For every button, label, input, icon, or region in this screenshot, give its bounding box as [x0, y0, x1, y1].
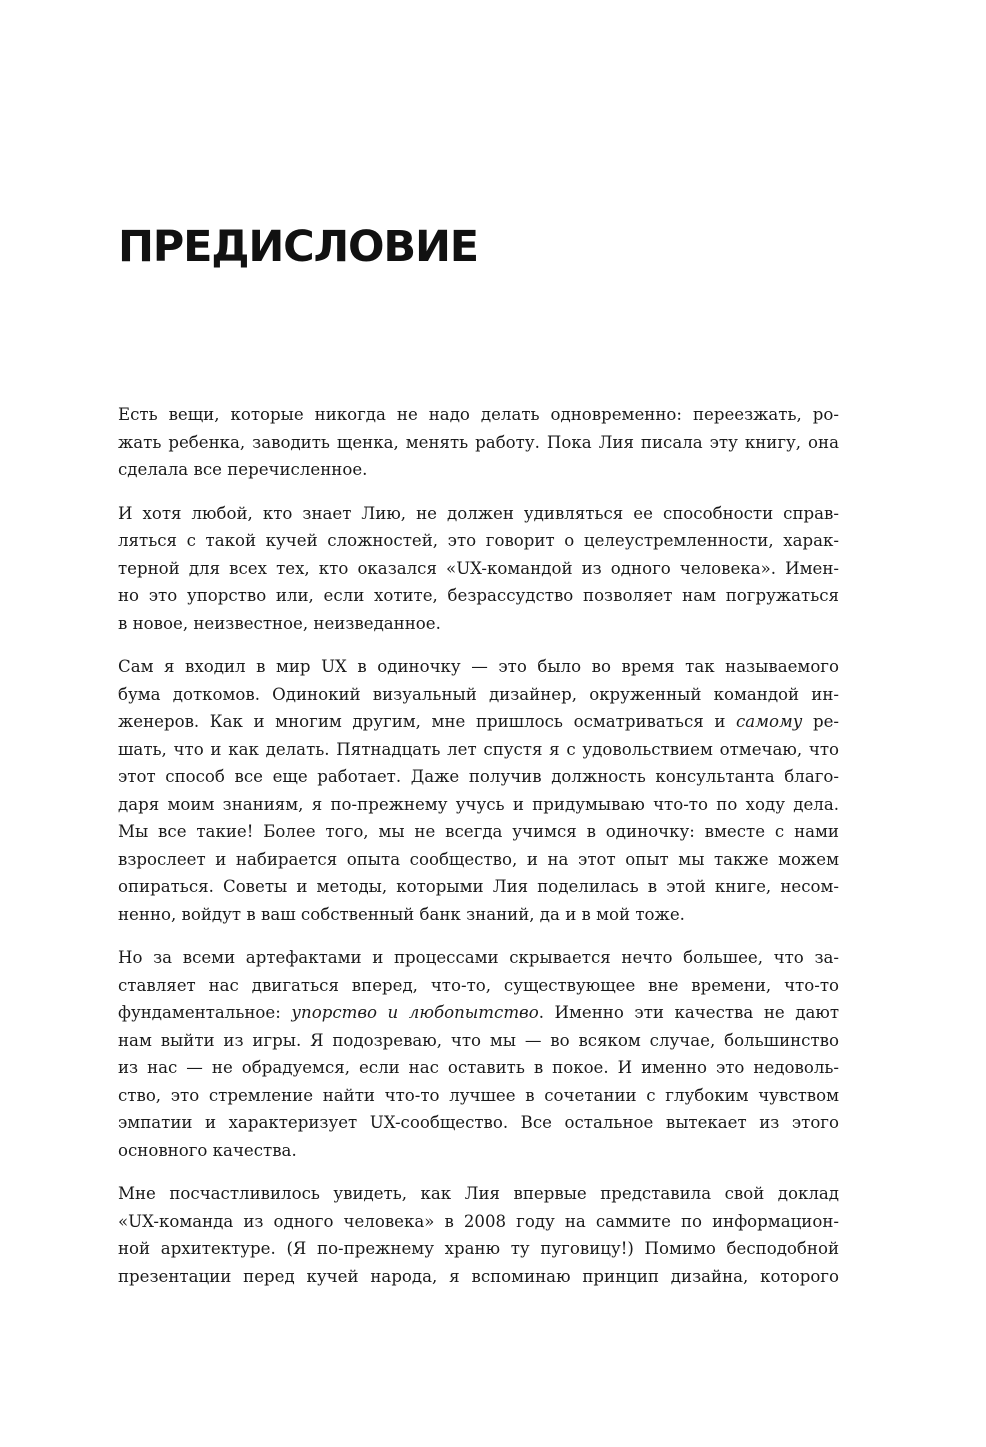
text-line [118, 1137, 839, 1165]
text-segment: Но за всеми артефактами и процессами скрывается нечто большее, что за- [118, 948, 839, 967]
text-line [118, 972, 839, 1000]
text-segment: Мы все такие! Более того, мы не всегда учимся в одиночку: вместе с нами [118, 822, 839, 841]
text-segment: Сам я входил в мир UX в одиночку — это было во время так называемого [118, 657, 839, 676]
text-segment: . Именно эти качества не дают [538, 1003, 840, 1022]
text-segment: ненно, войдут в ваш собственный банк знаний, да и в мой тоже. [118, 904, 685, 924]
text-line [118, 846, 839, 874]
emphasized-text: упорство и любопытство [291, 1003, 539, 1022]
text-line [118, 818, 839, 846]
text-line [118, 873, 839, 901]
text-line [118, 1235, 839, 1263]
text-segment: И хотя любой, кто знает Лию, не должен удивляться ее способности справ- [118, 503, 839, 523]
text-segment: жать ребенка, заводить щенка, менять работу. Пока Лия писала эту книгу, она [118, 432, 839, 452]
text-line [118, 1263, 839, 1291]
text-line [118, 944, 839, 972]
text-line [118, 610, 839, 638]
text-line [118, 791, 839, 819]
text-line [118, 401, 839, 429]
text-segment: презентации перед кучей народа, я вспоминаю принцип дизайна, которого [118, 1266, 839, 1286]
text-segment: Есть вещи, которые никогда не надо делать одновременно: переезжать, ро- [118, 405, 839, 424]
text-segment: Мне посчастливилось увидеть, как Лия впервые представила свой доклад [118, 1184, 839, 1203]
text-line [118, 681, 839, 709]
text-line [118, 1208, 839, 1236]
text-segment: сделала все перечисленное. [118, 460, 368, 479]
text-segment: ство, это стремление найти что-то лучшее в сочетании с глубоким чувством [118, 1085, 839, 1105]
paragraph [118, 944, 839, 1164]
text-line [118, 708, 839, 736]
text-segment: терной для всех тех, кто оказался «UX-командой из одного человека». Имен- [118, 558, 839, 578]
text-segment: взрослеет и набирается опыта сообщество, и на этот опыт мы также можем [118, 849, 839, 869]
text-line [118, 555, 839, 583]
text-line [118, 582, 839, 610]
text-line [118, 999, 839, 1027]
text-line [118, 736, 839, 764]
text-segment: женеров. Как и многим другим, мне пришлось осматриваться и [118, 712, 737, 731]
text-line [118, 1082, 839, 1110]
text-segment: из нас — не обрадуемся, если нас оставить в покое. И именно это недоволь- [118, 1058, 839, 1077]
text-segment: ной архитектуре. (Я по-прежнему храню ту пуговицу!) Помимо бесподобной [118, 1239, 839, 1258]
text-segment: ре- [802, 712, 839, 731]
text-segment: но это упорство или, если хотите, безрассудство позволяет нам погружаться [118, 586, 839, 605]
chapter-title: ПРЕДИСЛОВИЕ [118, 222, 478, 272]
text-line [118, 901, 839, 929]
text-line [118, 429, 839, 457]
text-line [118, 653, 839, 681]
text-line [118, 456, 839, 484]
text-line [118, 1180, 839, 1208]
text-segment: бума доткомов. Одинокий визуальный дизайнер, окруженный командой ин- [118, 684, 839, 704]
text-segment: нам выйти из игры. Я подозреваю, что мы — во всяком случае, большинство [118, 1030, 839, 1050]
text-line [118, 1027, 839, 1055]
text-line [118, 500, 839, 528]
text-segment: в новое, неизвестное, неизведанное. [118, 613, 441, 633]
paragraph [118, 401, 839, 484]
body-text [118, 401, 839, 1306]
paragraph [118, 1180, 839, 1290]
paragraph [118, 500, 839, 638]
text-segment: «UX-команда из одного человека» в 2008 году на саммите по информацион- [118, 1211, 839, 1231]
text-segment: даря моим знаниям, я по-прежнему учусь и придумываю что-то по ходу дела. [118, 794, 839, 814]
text-segment: этот способ все еще работает. Даже получив должность консультанта благо- [118, 767, 839, 786]
paragraph [118, 653, 839, 928]
emphasized-text: самому [736, 712, 803, 731]
text-segment: фундаментальное: [118, 1003, 292, 1022]
text-segment: основного качества. [118, 1140, 297, 1160]
text-segment: шать, что и как делать. Пятнадцать лет спустя я с удовольствием отмечаю, что [118, 739, 839, 759]
text-segment: эмпатии и характеризует UX-сообщество. Все остальное вытекает из этого [118, 1113, 839, 1132]
text-segment: ляться с такой кучей сложностей, это говорит о целеустремленности, харак- [118, 531, 839, 550]
text-line [118, 763, 839, 791]
text-segment: ставляет нас двигаться вперед, что-то, существующее вне времени, что-то [118, 975, 839, 995]
text-line [118, 1054, 839, 1082]
text-line [118, 527, 839, 555]
text-segment: опираться. Советы и методы, которыми Лия поделилась в этой книге, несом- [118, 877, 839, 896]
text-line [118, 1109, 839, 1137]
